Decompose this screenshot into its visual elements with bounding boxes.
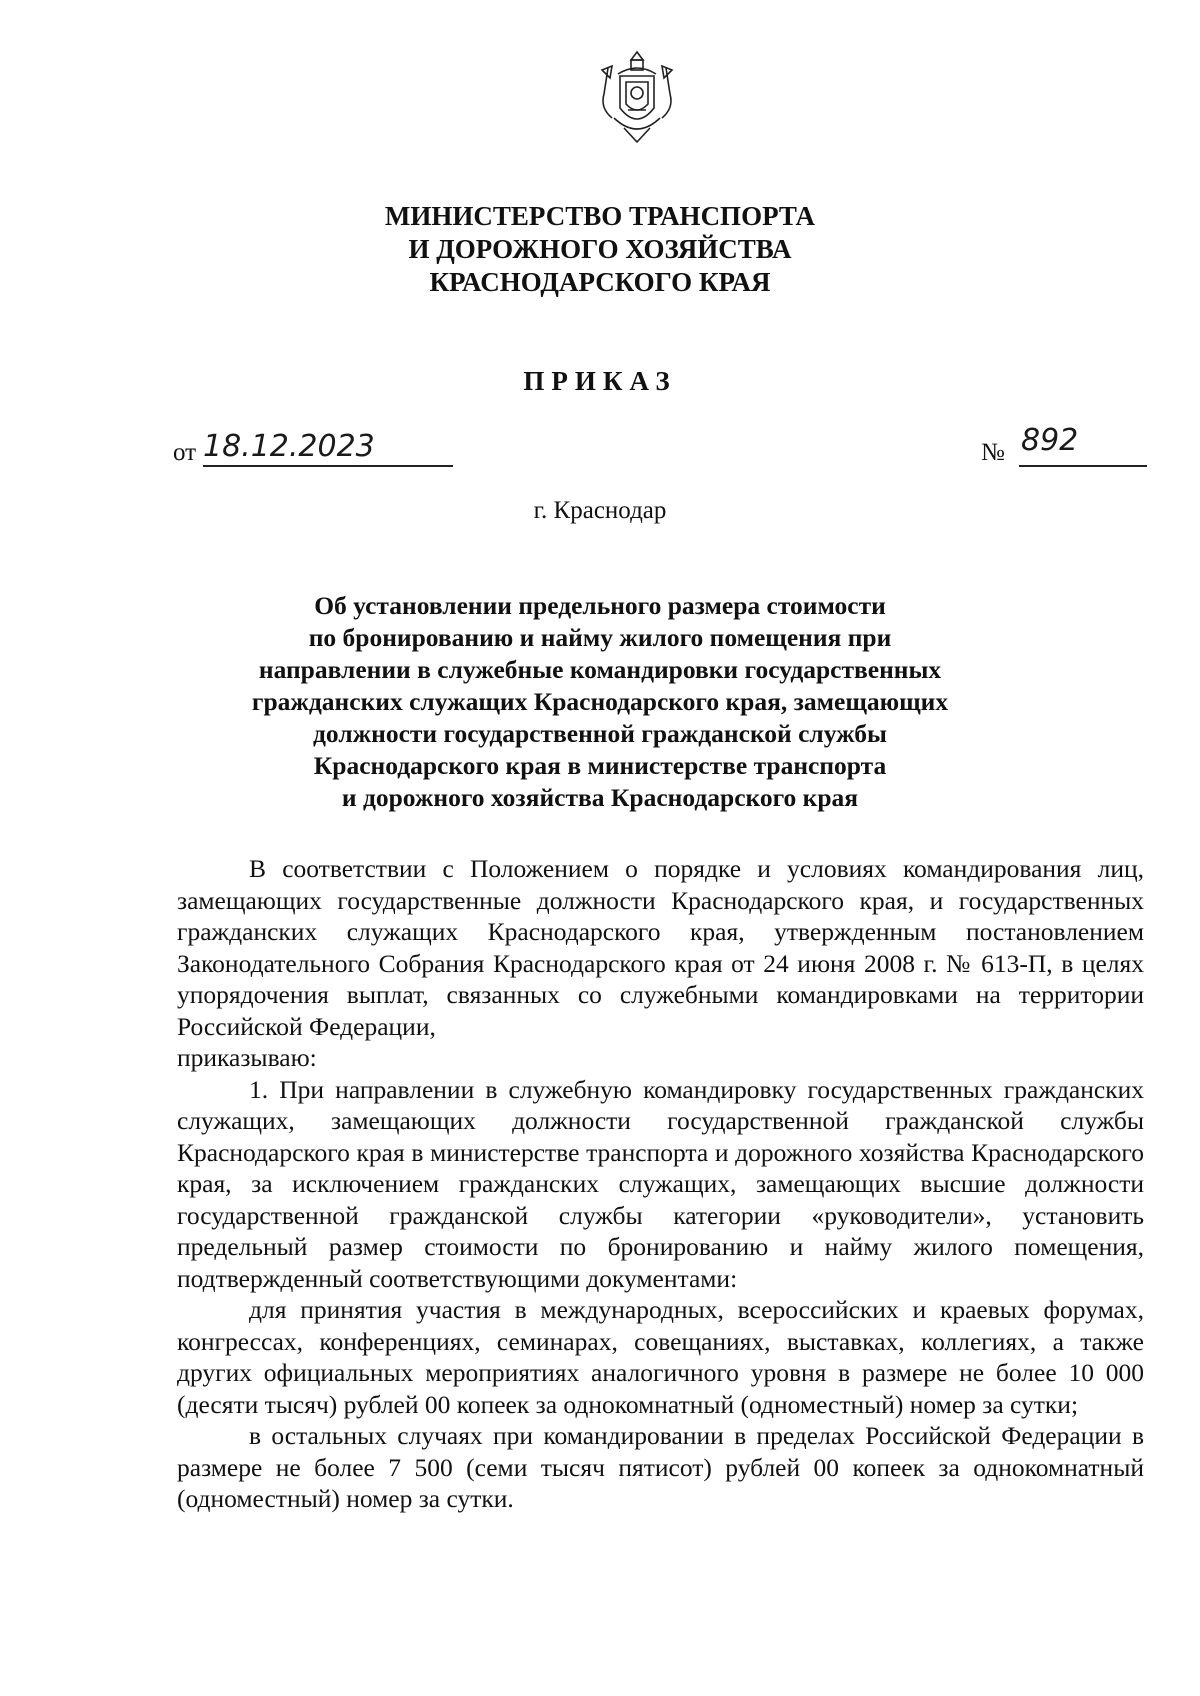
ministry-line: МИНИСТЕРСТВО ТРАНСПОРТА	[384, 201, 816, 231]
number-value: 892	[1021, 423, 1079, 458]
ministry-name	[0, 200, 1200, 299]
body-paragraph: в остальных случаях при командировании в пределах Российской Федерации в размере не более 7 500 (семи тысяч пятисот) рублей 00 копеек за однокомнатный (одноместный) номер за сутки.	[177, 1421, 1144, 1513]
subject-line: и дорожного хозяйства Краснодарского края	[341, 783, 859, 812]
coat-of-arms-icon	[598, 48, 676, 146]
subject-line: по бронированию и найму жилого помещения при	[308, 623, 892, 652]
number-prefix: №	[981, 439, 1005, 466]
body-paragraph: для принятия участия в международных, всероссийских и краевых форумах, конгрессах, конференциях, семинарах, совещаниях, выставках, коллегиях, а также других официальных мероприятиях аналогичного уровня в размере не более 10 000 (десяти тысяч) рублей 00 копеек за однокомнатный (одноместный) номер за сутки;	[177, 1295, 1144, 1419]
body-paragraph: приказываю:	[177, 1043, 317, 1072]
order-body	[177, 853, 1144, 1515]
ministry-line: КРАСНОДАРСКОГО КРАЯ	[429, 267, 771, 297]
subject-line: гражданских служащих Краснодарского края, замещающих	[251, 687, 949, 716]
date-prefix: от	[173, 439, 197, 466]
body-paragraph: 1. При направлении в служебную командировку государственных гражданских служащих, замещающих должности государственной гражданской службы Краснодарского края в министерстве транспорта и дорожного хозяйства Краснодарского края, за исключением гражданских служащих, замещающих высшие должности государственной гражданской службы категории «руководители», установить предельный размер стоимости по бронированию и найму жилого помещения, подтвержденный соответствующими документами:	[177, 1074, 1144, 1293]
body-paragraph: В соответствии с Положением о порядке и условиях командирования лиц, замещающих государственные должности Краснодарского края, и государственных гражданских служащих Краснодарского края, утвержденным постановлением Законодательного Собрания Краснодарского края от 24 июня 2008 г. № 613-П, в целях упорядочения выплат, связанных со служебными командировками на территории Российской Федерации,	[177, 854, 1144, 1041]
subject-line: направлении в служебные командировки государственных	[258, 655, 942, 684]
city: г. Краснодар	[533, 497, 667, 524]
date-value: 18.12.2023	[203, 429, 375, 464]
order-title: ПРИКАЗ	[523, 366, 677, 396]
date-underline	[203, 465, 453, 467]
subject-line: Краснодарского края в министерстве транспорта	[313, 751, 887, 780]
order-subject	[0, 590, 1200, 814]
number-underline	[1019, 465, 1147, 467]
subject-line: должности государственной гражданской службы	[313, 719, 887, 748]
subject-line: Об установлении предельного размера стоимости	[314, 591, 886, 620]
ministry-line: И ДОРОЖНОГО ХОЗЯЙСТВА	[408, 234, 792, 264]
